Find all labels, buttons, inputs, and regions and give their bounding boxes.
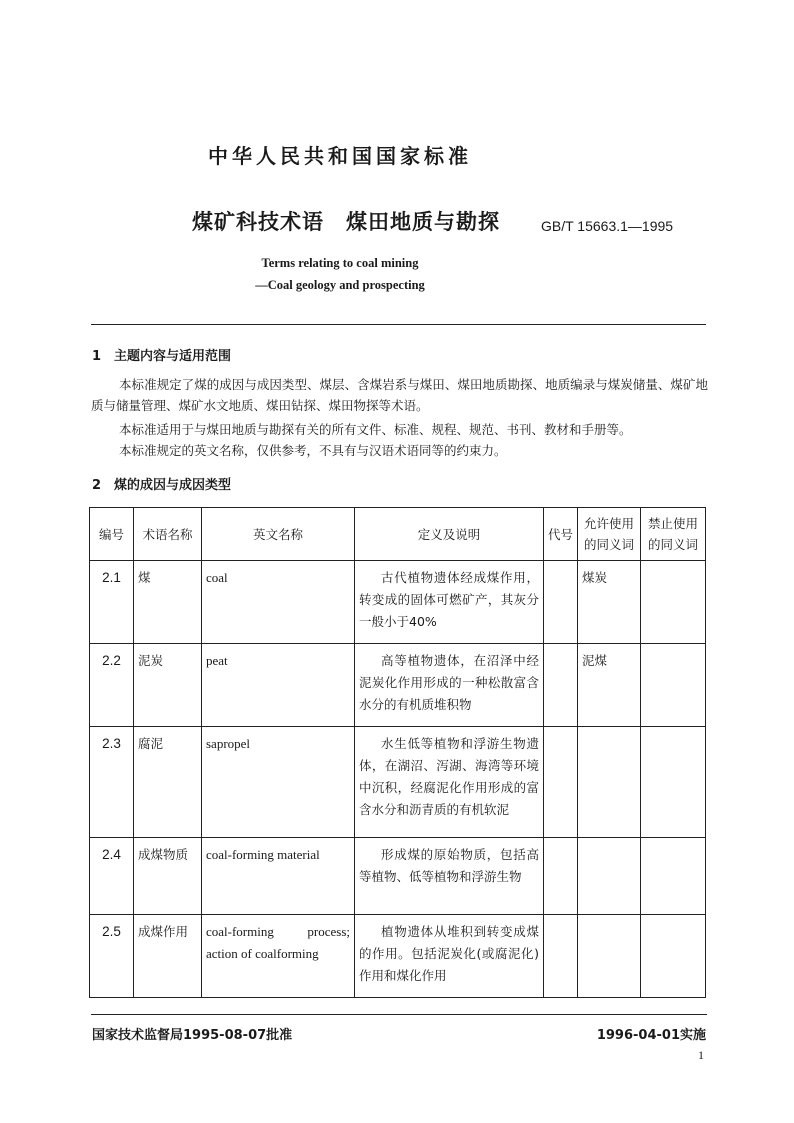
term-number: 2.1 [90, 561, 134, 644]
term-allowed-synonym [578, 727, 641, 838]
term-code [544, 561, 578, 644]
term-forbidden-synonym [641, 561, 706, 644]
term-forbidden-synonym [641, 727, 706, 838]
section-1-paragraph: 本标准规定了煤的成因与成因类型、煤层、含煤岩系与煤田、煤田地质勘探、地质编录与煤炭储量、煤矿地质与储量管理、煤矿水文地质、煤田钻探、煤田物探等术语。 [91, 377, 708, 413]
term-definition: 形成煤的原始物质，包括高等植物、低等植物和浮游生物 [355, 838, 544, 915]
section-1-paragraph: 本标准适用于与煤田地质与勘探有关的所有文件、标准、规程、规范、书刊、教材和手册等。 [119, 422, 632, 437]
page-number: 1 [698, 1048, 704, 1062]
header-number: 编号 [90, 508, 134, 561]
term-english: coal [202, 561, 355, 644]
approval-statement: 国家技术监督局1995-08-07批准 [92, 1028, 293, 1043]
footer-divider [91, 1014, 707, 1015]
term-code [544, 915, 578, 998]
terms-table [89, 507, 706, 998]
header-english: 英文名称 [202, 508, 355, 561]
term-definition: 高等植物遗体，在沼泽中经泥炭化作用形成的一种松散富含水分的有机质堆积物 [355, 644, 544, 727]
header-divider [91, 324, 706, 325]
term-number: 2.3 [90, 727, 134, 838]
header-forbidden-synonyms: 禁止使用的同义词 [641, 508, 706, 561]
term-allowed-synonym: 泥煤 [578, 644, 641, 727]
table-row [90, 727, 706, 838]
table-header-row [90, 508, 706, 561]
document-title-en [230, 252, 450, 296]
term-allowed-synonym [578, 915, 641, 998]
term-english: coal-forming material [202, 838, 355, 915]
header-code: 代号 [544, 508, 578, 561]
header-term: 术语名称 [134, 508, 202, 561]
term-allowed-synonym: 煤炭 [578, 561, 641, 644]
standard-number: GB/T 15663.1—1995 [541, 218, 674, 234]
table-row [90, 644, 706, 727]
term-allowed-synonym [578, 838, 641, 915]
section-2-number: 2 [92, 478, 102, 493]
term-number: 2.5 [90, 915, 134, 998]
term-name: 腐泥 [134, 727, 202, 838]
term-english: peat [202, 644, 355, 727]
term-definition: 植物遗体从堆积到转变成煤的作用。包括泥炭化(或腐泥化)作用和煤化作用 [355, 915, 544, 998]
issuing-organization: 中华人民共和国国家标准 [208, 144, 472, 168]
term-english: coal-forming process; action of coalforming [202, 915, 355, 998]
term-number: 2.2 [90, 644, 134, 727]
term-name: 泥炭 [134, 644, 202, 727]
section-2-title: 煤的成因与成因类型 [114, 478, 232, 493]
section-2-heading [92, 474, 231, 493]
term-forbidden-synonym [641, 838, 706, 915]
table-row [90, 838, 706, 915]
term-code [544, 838, 578, 915]
term-name: 煤 [134, 561, 202, 644]
term-code [544, 727, 578, 838]
section-1-title: 主题内容与适用范围 [114, 349, 232, 364]
header-definition: 定义及说明 [355, 508, 544, 561]
term-code [544, 644, 578, 727]
effective-date: 1996-04-01实施 [596, 1028, 706, 1043]
document-title-zh: 煤矿科技术语 煤田地质与勘探 [192, 210, 500, 234]
table-row [90, 561, 706, 644]
term-definition: 古代植物遗体经成煤作用，转变成的固体可燃矿产，其灰分一般小于40% [355, 561, 544, 644]
term-forbidden-synonym [641, 644, 706, 727]
term-name: 成煤作用 [134, 915, 202, 998]
term-english: sapropel [202, 727, 355, 838]
section-1-number: 1 [92, 349, 102, 364]
table-row [90, 915, 706, 998]
header-allowed-synonyms: 允许使用的同义词 [578, 508, 641, 561]
title-en-line-1: Terms relating to coal mining [261, 256, 419, 270]
term-definition: 水生低等植物和浮游生物遗体，在湖沼、泻湖、海湾等环境中沉积，经腐泥化作用形成的富含水分和沥青质的有机软泥 [355, 727, 544, 838]
section-1-heading [92, 345, 231, 364]
section-1-paragraph: 本标准规定的英文名称，仅供参考，不具有与汉语术语同等的约束力。 [119, 443, 507, 458]
term-number: 2.4 [90, 838, 134, 915]
title-en-line-2: —Coal geology and prospecting [255, 278, 425, 292]
term-forbidden-synonym [641, 915, 706, 998]
term-name: 成煤物质 [134, 838, 202, 915]
